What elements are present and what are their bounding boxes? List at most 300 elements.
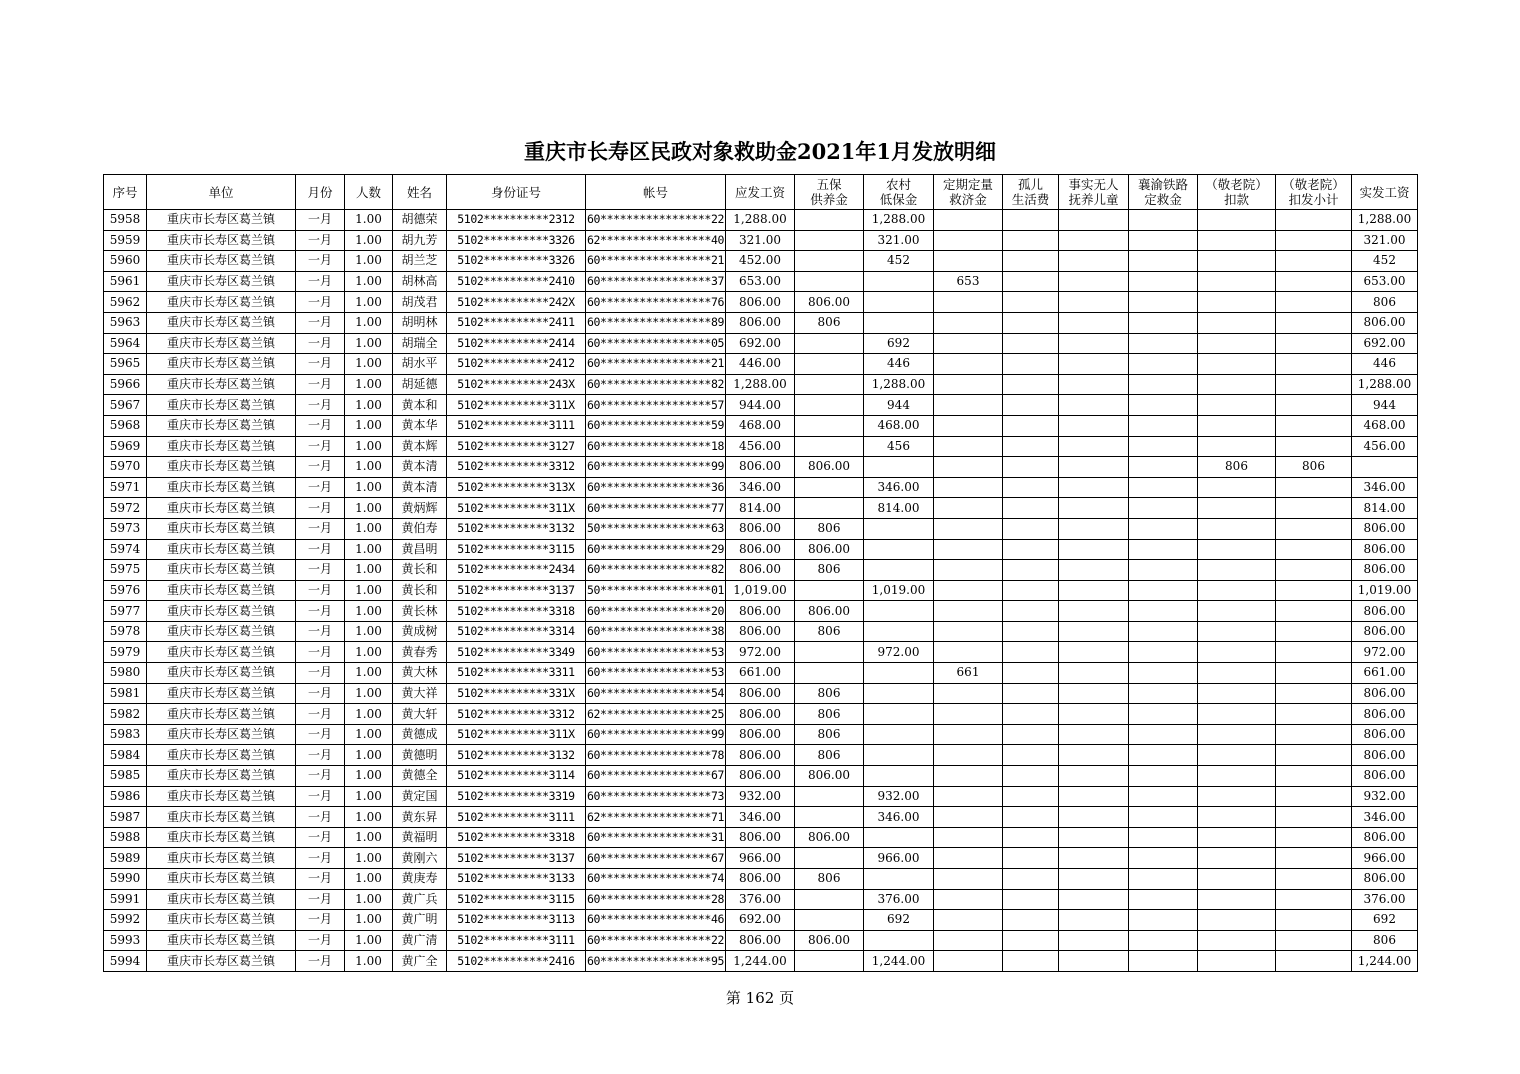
table-cell bbox=[934, 395, 1003, 416]
table-cell: 黄大轩 bbox=[393, 704, 447, 725]
table-cell bbox=[1129, 560, 1198, 581]
table-cell bbox=[1129, 312, 1198, 333]
table-cell: 806.00 bbox=[1352, 539, 1418, 560]
table-cell bbox=[1276, 395, 1352, 416]
table-cell bbox=[1003, 745, 1059, 766]
table-cell: 1.00 bbox=[345, 457, 393, 478]
table-cell: 62*****************25 bbox=[586, 704, 726, 725]
table-cell bbox=[1276, 601, 1352, 622]
table-cell: 5102**********3318 bbox=[447, 601, 586, 622]
table-row bbox=[104, 580, 1418, 601]
table-cell: 653.00 bbox=[1352, 271, 1418, 292]
table-cell: 一月 bbox=[296, 374, 345, 395]
table-cell bbox=[1003, 580, 1059, 601]
table-cell: 456.00 bbox=[726, 436, 795, 457]
table-cell: 346.00 bbox=[1352, 807, 1418, 828]
table-cell: 1,244.00 bbox=[864, 951, 934, 972]
table-cell bbox=[1003, 889, 1059, 910]
table-cell: 重庆市长寿区葛兰镇 bbox=[147, 210, 296, 231]
table-cell bbox=[1003, 210, 1059, 231]
table-cell: 5992 bbox=[104, 910, 147, 931]
table-cell bbox=[1129, 745, 1198, 766]
table-cell: 1.00 bbox=[345, 683, 393, 704]
table-cell: 5963 bbox=[104, 312, 147, 333]
table-cell bbox=[795, 374, 864, 395]
table-cell bbox=[1276, 312, 1352, 333]
table-cell: 5975 bbox=[104, 560, 147, 581]
table-cell bbox=[1198, 910, 1276, 931]
table-cell bbox=[934, 724, 1003, 745]
table-cell: 5991 bbox=[104, 889, 147, 910]
table-cell: 一月 bbox=[296, 395, 345, 416]
table-cell: 932.00 bbox=[864, 786, 934, 807]
table-cell bbox=[934, 580, 1003, 601]
table-cell: 376.00 bbox=[864, 889, 934, 910]
column-header: 定期定量 救济金 bbox=[934, 175, 1003, 210]
table-cell bbox=[1276, 724, 1352, 745]
table-cell: 653 bbox=[934, 271, 1003, 292]
table-cell bbox=[1129, 580, 1198, 601]
table-cell bbox=[934, 415, 1003, 436]
column-header: 农村 低保金 bbox=[864, 175, 934, 210]
table-cell bbox=[1198, 292, 1276, 313]
table-cell: 446.00 bbox=[726, 354, 795, 375]
column-header: 实发工资 bbox=[1352, 175, 1418, 210]
table-cell: 5994 bbox=[104, 951, 147, 972]
table-cell bbox=[1198, 560, 1276, 581]
table-cell: 1.00 bbox=[345, 374, 393, 395]
table-row bbox=[104, 683, 1418, 704]
table-cell: 重庆市长寿区葛兰镇 bbox=[147, 312, 296, 333]
table-cell bbox=[1059, 518, 1129, 539]
table-cell: 806.00 bbox=[726, 292, 795, 313]
table-cell: 5983 bbox=[104, 724, 147, 745]
table-cell: 806 bbox=[795, 560, 864, 581]
table-cell bbox=[934, 910, 1003, 931]
table-cell: 653.00 bbox=[726, 271, 795, 292]
table-row bbox=[104, 477, 1418, 498]
table-cell: 806.00 bbox=[726, 745, 795, 766]
table-cell: 814.00 bbox=[864, 498, 934, 519]
table-cell: 5989 bbox=[104, 848, 147, 869]
table-cell bbox=[1198, 251, 1276, 272]
table-cell bbox=[1003, 951, 1059, 972]
table-cell bbox=[1276, 210, 1352, 231]
table-cell: 806.00 bbox=[1352, 312, 1418, 333]
table-cell: 胡德荣 bbox=[393, 210, 447, 231]
table-cell: 一月 bbox=[296, 457, 345, 478]
table-cell bbox=[864, 663, 934, 684]
table-cell bbox=[1198, 518, 1276, 539]
table-cell: 1.00 bbox=[345, 745, 393, 766]
column-header: 单位 bbox=[147, 175, 296, 210]
table-cell: 重庆市长寿区葛兰镇 bbox=[147, 230, 296, 251]
table-cell: 60*****************99 bbox=[586, 724, 726, 745]
table-cell: 1.00 bbox=[345, 415, 393, 436]
table-cell bbox=[1003, 786, 1059, 807]
table-cell: 321.00 bbox=[1352, 230, 1418, 251]
table-cell bbox=[1129, 271, 1198, 292]
table-cell bbox=[1059, 292, 1129, 313]
table-cell bbox=[1276, 518, 1352, 539]
table-cell bbox=[1198, 766, 1276, 787]
table-cell bbox=[1276, 292, 1352, 313]
table-cell: 重庆市长寿区葛兰镇 bbox=[147, 395, 296, 416]
table-cell bbox=[1059, 354, 1129, 375]
table-cell bbox=[1129, 230, 1198, 251]
table-cell bbox=[1198, 271, 1276, 292]
table-cell: 806.00 bbox=[1352, 621, 1418, 642]
table-cell bbox=[864, 312, 934, 333]
table-cell: 1.00 bbox=[345, 477, 393, 498]
table-cell: 5102**********3326 bbox=[447, 251, 586, 272]
table-cell: 1.00 bbox=[345, 930, 393, 951]
table-cell: 806.00 bbox=[1352, 827, 1418, 848]
table-cell: 60*****************57 bbox=[586, 395, 726, 416]
table-cell bbox=[1129, 539, 1198, 560]
table-cell bbox=[1129, 683, 1198, 704]
table-cell: 重庆市长寿区葛兰镇 bbox=[147, 786, 296, 807]
table-cell: 一月 bbox=[296, 354, 345, 375]
table-cell: 806 bbox=[795, 869, 864, 890]
table-cell: 5968 bbox=[104, 415, 147, 436]
table-cell: 5984 bbox=[104, 745, 147, 766]
table-cell bbox=[795, 663, 864, 684]
table-cell: 黄长和 bbox=[393, 560, 447, 581]
table-cell: 60*****************73 bbox=[586, 786, 726, 807]
table-cell: 重庆市长寿区葛兰镇 bbox=[147, 704, 296, 725]
table-cell: 60*****************82 bbox=[586, 560, 726, 581]
table-cell: 5958 bbox=[104, 210, 147, 231]
table-cell bbox=[1276, 374, 1352, 395]
table-cell: 692.00 bbox=[1352, 333, 1418, 354]
table-cell bbox=[1198, 539, 1276, 560]
table-cell bbox=[1003, 271, 1059, 292]
table-cell: 806.00 bbox=[726, 766, 795, 787]
table-cell bbox=[1129, 663, 1198, 684]
table-cell bbox=[1129, 457, 1198, 478]
table-row bbox=[104, 827, 1418, 848]
table-cell: 1.00 bbox=[345, 951, 393, 972]
table-cell bbox=[1059, 580, 1129, 601]
table-cell bbox=[1198, 683, 1276, 704]
table-cell bbox=[1003, 457, 1059, 478]
table-cell: 806.00 bbox=[726, 560, 795, 581]
table-cell bbox=[1276, 354, 1352, 375]
table-cell bbox=[934, 251, 1003, 272]
table-cell: 5102**********311X bbox=[447, 724, 586, 745]
table-cell bbox=[1129, 415, 1198, 436]
table-cell: 60*****************89 bbox=[586, 312, 726, 333]
table-cell: 5959 bbox=[104, 230, 147, 251]
column-header: 应发工资 bbox=[726, 175, 795, 210]
table-cell bbox=[1198, 642, 1276, 663]
table-cell bbox=[1276, 642, 1352, 663]
table-cell: 932.00 bbox=[726, 786, 795, 807]
table-cell bbox=[1059, 477, 1129, 498]
table-cell bbox=[1129, 354, 1198, 375]
table-cell: 60*****************46 bbox=[586, 910, 726, 931]
table-cell bbox=[1276, 869, 1352, 890]
column-header: 人数 bbox=[345, 175, 393, 210]
table-cell: 重庆市长寿区葛兰镇 bbox=[147, 457, 296, 478]
table-cell: 806.00 bbox=[726, 312, 795, 333]
table-cell bbox=[1129, 292, 1198, 313]
table-cell: 重庆市长寿区葛兰镇 bbox=[147, 560, 296, 581]
table-cell: 944 bbox=[1352, 395, 1418, 416]
table-cell: 一月 bbox=[296, 333, 345, 354]
table-cell bbox=[934, 786, 1003, 807]
table-cell bbox=[1276, 910, 1352, 931]
table-cell bbox=[864, 930, 934, 951]
table-cell: 重庆市长寿区葛兰镇 bbox=[147, 889, 296, 910]
table-cell: 5972 bbox=[104, 498, 147, 519]
table-cell: 重庆市长寿区葛兰镇 bbox=[147, 642, 296, 663]
table-cell bbox=[1003, 498, 1059, 519]
table-cell: 346.00 bbox=[864, 807, 934, 828]
table-cell bbox=[1059, 683, 1129, 704]
table-cell: 重庆市长寿区葛兰镇 bbox=[147, 910, 296, 931]
table-cell bbox=[1276, 951, 1352, 972]
table-cell bbox=[934, 498, 1003, 519]
table-cell bbox=[1129, 889, 1198, 910]
table-cell: 806.00 bbox=[795, 539, 864, 560]
column-header: 姓名 bbox=[393, 175, 447, 210]
table-cell: 一月 bbox=[296, 210, 345, 231]
table-cell bbox=[795, 210, 864, 231]
table-cell: 972.00 bbox=[1352, 642, 1418, 663]
table-cell bbox=[1129, 374, 1198, 395]
table-cell: 5102**********3311 bbox=[447, 663, 586, 684]
table-body bbox=[104, 210, 1418, 972]
table-cell: 661.00 bbox=[1352, 663, 1418, 684]
table-cell: 60*****************22 bbox=[586, 930, 726, 951]
table-cell: 1.00 bbox=[345, 210, 393, 231]
table-cell bbox=[1276, 333, 1352, 354]
table-cell: 5102**********3114 bbox=[447, 766, 586, 787]
table-cell bbox=[1276, 930, 1352, 951]
table-cell bbox=[864, 539, 934, 560]
table-cell: 5102**********3132 bbox=[447, 745, 586, 766]
table-cell: 黄炳辉 bbox=[393, 498, 447, 519]
table-cell: 806.00 bbox=[795, 766, 864, 787]
table-cell bbox=[1198, 930, 1276, 951]
table-row bbox=[104, 642, 1418, 663]
table-cell bbox=[795, 395, 864, 416]
column-header: 事实无人 抚养儿童 bbox=[1059, 175, 1129, 210]
table-cell bbox=[1276, 580, 1352, 601]
table-cell bbox=[1352, 457, 1418, 478]
table-cell: 5102**********3133 bbox=[447, 869, 586, 890]
table-cell: 806 bbox=[1352, 930, 1418, 951]
table-cell: 胡明林 bbox=[393, 312, 447, 333]
table-cell: 1.00 bbox=[345, 436, 393, 457]
table-cell: 5102**********311X bbox=[447, 498, 586, 519]
table-cell: 60*****************36 bbox=[586, 477, 726, 498]
table-cell: 重庆市长寿区葛兰镇 bbox=[147, 807, 296, 828]
table-cell bbox=[1059, 539, 1129, 560]
table-cell: 806.00 bbox=[726, 683, 795, 704]
table-cell bbox=[1276, 498, 1352, 519]
table-cell: 1.00 bbox=[345, 827, 393, 848]
table-cell bbox=[1198, 601, 1276, 622]
table-cell: 5964 bbox=[104, 333, 147, 354]
table-cell: 60*****************21 bbox=[586, 251, 726, 272]
table-cell: 黄本清 bbox=[393, 457, 447, 478]
table-cell bbox=[1003, 436, 1059, 457]
table-cell bbox=[1003, 560, 1059, 581]
table-cell: 1.00 bbox=[345, 848, 393, 869]
table-cell bbox=[1198, 724, 1276, 745]
table-cell bbox=[1129, 910, 1198, 931]
table-cell: 60*****************28 bbox=[586, 889, 726, 910]
table-cell bbox=[1129, 333, 1198, 354]
table-cell bbox=[1276, 745, 1352, 766]
table-row bbox=[104, 539, 1418, 560]
table-cell: 806 bbox=[795, 704, 864, 725]
table-cell bbox=[934, 333, 1003, 354]
table-cell: 806.00 bbox=[1352, 869, 1418, 890]
table-cell bbox=[864, 745, 934, 766]
table-row bbox=[104, 436, 1418, 457]
table-cell: 一月 bbox=[296, 601, 345, 622]
table-cell: 5961 bbox=[104, 271, 147, 292]
column-header: 五保 供养金 bbox=[795, 175, 864, 210]
table-cell bbox=[795, 786, 864, 807]
table-cell bbox=[1003, 539, 1059, 560]
table-cell bbox=[1276, 807, 1352, 828]
table-cell bbox=[1003, 827, 1059, 848]
table-cell bbox=[1129, 251, 1198, 272]
table-cell bbox=[1003, 292, 1059, 313]
table-cell: 60*****************78 bbox=[586, 745, 726, 766]
table-cell: 1.00 bbox=[345, 333, 393, 354]
table-cell: 1,244.00 bbox=[726, 951, 795, 972]
table-cell bbox=[1003, 395, 1059, 416]
table-cell: 一月 bbox=[296, 848, 345, 869]
table-cell: 452.00 bbox=[726, 251, 795, 272]
table-cell: 5102**********242X bbox=[447, 292, 586, 313]
table-cell bbox=[864, 766, 934, 787]
relief-payment-table bbox=[103, 174, 1418, 972]
table-cell: 5102**********3132 bbox=[447, 518, 586, 539]
table-cell: 1.00 bbox=[345, 786, 393, 807]
table-cell: 468.00 bbox=[1352, 415, 1418, 436]
table-cell: 5102**********3326 bbox=[447, 230, 586, 251]
table-cell bbox=[1003, 354, 1059, 375]
table-cell: 1,019.00 bbox=[864, 580, 934, 601]
table-cell bbox=[1129, 518, 1198, 539]
table-cell bbox=[934, 827, 1003, 848]
table-cell bbox=[1059, 869, 1129, 890]
table-cell: 一月 bbox=[296, 663, 345, 684]
table-cell: 重庆市长寿区葛兰镇 bbox=[147, 724, 296, 745]
table-cell: 一月 bbox=[296, 292, 345, 313]
table-cell bbox=[1059, 704, 1129, 725]
table-cell bbox=[1059, 210, 1129, 231]
table-cell: 5102**********3113 bbox=[447, 910, 586, 931]
table-cell: 468.00 bbox=[726, 415, 795, 436]
table-cell bbox=[1198, 848, 1276, 869]
table-cell bbox=[934, 745, 1003, 766]
table-cell bbox=[795, 889, 864, 910]
table-cell bbox=[1198, 395, 1276, 416]
table-cell: 806 bbox=[795, 518, 864, 539]
table-cell bbox=[795, 807, 864, 828]
table-cell: 692 bbox=[864, 333, 934, 354]
table-cell bbox=[864, 869, 934, 890]
table-cell bbox=[864, 683, 934, 704]
table-cell: 806.00 bbox=[1352, 745, 1418, 766]
table-cell: 重庆市长寿区葛兰镇 bbox=[147, 766, 296, 787]
table-cell bbox=[1003, 415, 1059, 436]
table-cell bbox=[864, 560, 934, 581]
table-cell: 5973 bbox=[104, 518, 147, 539]
table-cell: 5102**********2416 bbox=[447, 951, 586, 972]
table-cell: 1.00 bbox=[345, 354, 393, 375]
table-cell: 重庆市长寿区葛兰镇 bbox=[147, 498, 296, 519]
table-cell: 5102**********2410 bbox=[447, 271, 586, 292]
table-cell bbox=[1059, 312, 1129, 333]
table-row bbox=[104, 374, 1418, 395]
table-cell: 806.00 bbox=[1352, 560, 1418, 581]
table-cell: 452 bbox=[864, 251, 934, 272]
table-row bbox=[104, 210, 1418, 231]
table-cell bbox=[1129, 848, 1198, 869]
table-cell bbox=[1059, 930, 1129, 951]
table-cell bbox=[1059, 415, 1129, 436]
table-cell: 黄成树 bbox=[393, 621, 447, 642]
table-cell bbox=[1129, 807, 1198, 828]
table-cell bbox=[1129, 786, 1198, 807]
table-cell: 重庆市长寿区葛兰镇 bbox=[147, 374, 296, 395]
table-cell bbox=[1129, 395, 1198, 416]
table-cell: 5969 bbox=[104, 436, 147, 457]
table-cell bbox=[1003, 251, 1059, 272]
table-cell: 60*****************05 bbox=[586, 333, 726, 354]
table-cell bbox=[1276, 663, 1352, 684]
table-cell bbox=[1276, 539, 1352, 560]
table-cell bbox=[1198, 621, 1276, 642]
table-cell: 1.00 bbox=[345, 704, 393, 725]
table-cell bbox=[934, 642, 1003, 663]
table-cell bbox=[1059, 395, 1129, 416]
table-cell bbox=[1059, 848, 1129, 869]
table-cell bbox=[864, 621, 934, 642]
table-cell bbox=[934, 457, 1003, 478]
table-cell bbox=[864, 457, 934, 478]
document-title: 重庆市长寿区民政对象救助金2021年1月发放明细 bbox=[523, 139, 997, 164]
table-cell bbox=[1276, 251, 1352, 272]
table-cell: 一月 bbox=[296, 827, 345, 848]
column-header: 帐号 bbox=[586, 175, 726, 210]
table-cell bbox=[795, 848, 864, 869]
table-cell bbox=[1059, 745, 1129, 766]
table-cell bbox=[1276, 766, 1352, 787]
table-cell: 重庆市长寿区葛兰镇 bbox=[147, 621, 296, 642]
table-cell: 5986 bbox=[104, 786, 147, 807]
table-cell: 50*****************01 bbox=[586, 580, 726, 601]
table-cell: 5102**********2412 bbox=[447, 354, 586, 375]
table-cell bbox=[1198, 477, 1276, 498]
table-cell: 黄刚六 bbox=[393, 848, 447, 869]
table-cell: 胡水平 bbox=[393, 354, 447, 375]
table-cell: 806 bbox=[795, 621, 864, 642]
table-cell: 1.00 bbox=[345, 601, 393, 622]
table-cell bbox=[1059, 374, 1129, 395]
table-row bbox=[104, 601, 1418, 622]
table-cell: 一月 bbox=[296, 477, 345, 498]
